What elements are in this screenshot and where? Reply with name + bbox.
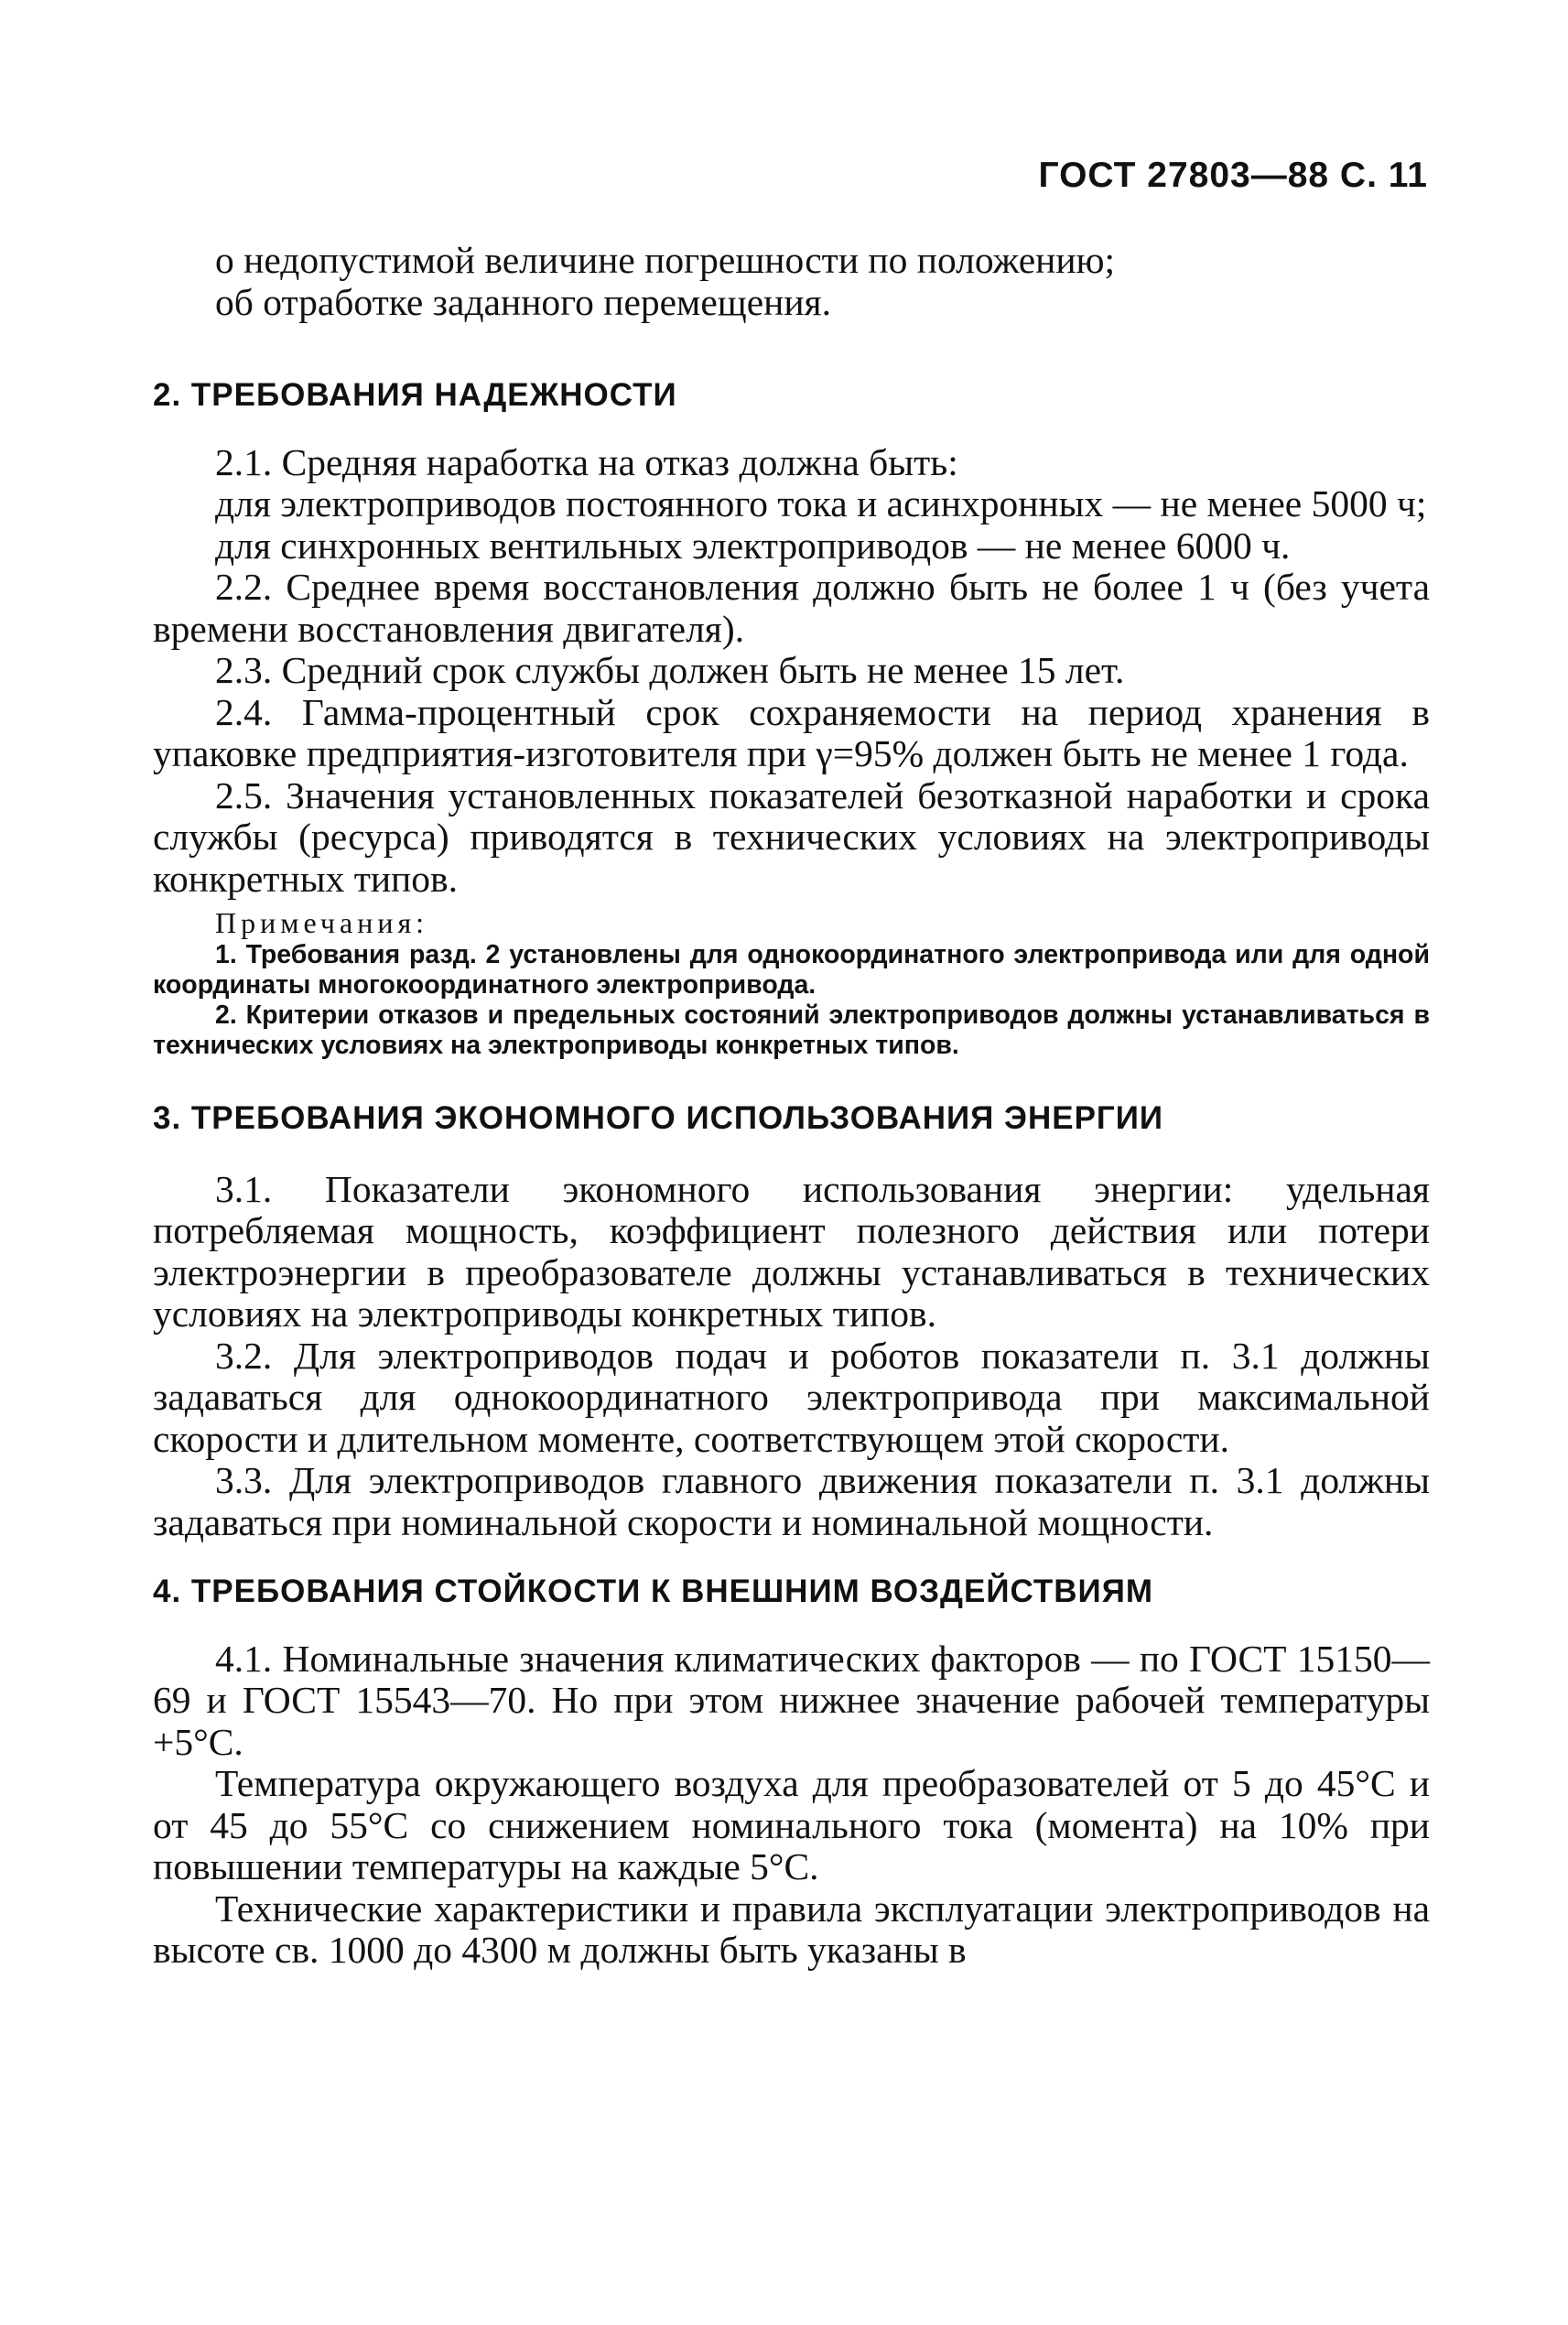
note-2: 2. Критерии отказов и предельных состояний электроприводов должны устанавливаться в технических условиях на электроприводы конкретных типов.	[153, 1000, 1430, 1060]
paragraph-2-1-a: для электроприводов постоянного тока и асинхронных — не менее 5000 ч;	[215, 482, 1427, 524]
paragraph-2-5: 2.5. Значения установленных показателей безотказной наработки и срока службы (ресурса) приводятся в технических условиях на электроприводы конкретных типов.	[153, 773, 1430, 900]
page-content	[153, 240, 1430, 1972]
intro-line-1: о недопустимой величине погрешности по положению;	[215, 239, 1116, 281]
paragraph-3-3: 3.3. Для электроприводов главного движения показатели п. 3.1 должны задаваться при номинальной скорости и номинальной мощности.	[153, 1459, 1430, 1543]
page-header: ГОСТ 27803—88 С. 11	[1038, 156, 1428, 195]
note-1: 1. Требования разд. 2 установлены для однокоординатного электропривода или для одной координаты многокоординатного электропривода.	[153, 940, 1430, 1000]
section-2-title: 2. ТРЕБОВАНИЯ НАДЕЖНОСТИ	[153, 377, 677, 413]
paragraph-2-4: 2.4. Гамма-процентный срок сохраняемости на период хранения в упаковке предприятия-изготовителя при γ=95% должен быть не менее 1 года.	[153, 690, 1430, 774]
notes-title: Примечания:	[215, 906, 429, 939]
section-3-title: 3. ТРЕБОВАНИЯ ЭКОНОМНОГО ИСПОЛЬЗОВАНИЯ ЭНЕРГИИ	[153, 1100, 1164, 1136]
paragraph-2-1: 2.1. Средняя наработка на отказ должна быть:	[215, 440, 958, 483]
paragraph-4-1-c: Технические характеристики и правила эксплуатации электроприводов на высоте св. 1000 до 4300 м должны быть указаны в	[153, 1887, 1430, 1971]
paragraph-3-2: 3.2. Для электроприводов подач и роботов показатели п. 3.1 должны задаваться для однокоординатного электропривода при максимальной скорости и длительном моменте, соответствующем этой скорости.	[153, 1334, 1430, 1460]
section-4-title: 4. ТРЕБОВАНИЯ СТОЙКОСТИ К ВНЕШНИМ ВОЗДЕЙСТВИЯМ	[153, 1573, 1154, 1609]
paragraph-2-2: 2.2. Среднее время восстановления должно быть не более 1 ч (без учета времени восстановления двигателя).	[153, 566, 1430, 650]
paragraph-4-1: 4.1. Номинальные значения климатических факторов — по ГОСТ 15150—69 и ГОСТ 15543—70. Но при этом нижнее значение рабочей температуры +5°С.	[153, 1637, 1430, 1763]
paragraph-4-1-b: Температура окружающего воздуха для преобразователей от 5 до 45°С и от 45 до 55°С со снижением номинального тока (момента) на 10% при повышении температуры на каждые 5°С.	[153, 1762, 1430, 1887]
paragraph-2-3: 2.3. Средний срок службы должен быть не менее 15 лет.	[215, 649, 1125, 691]
paragraph-2-1-b: для синхронных вентильных электроприводов — не менее 6000 ч.	[215, 524, 1291, 567]
paragraph-3-1: 3.1. Показатели экономного использования энергии: удельная потребляемая мощность, коэффициент полезного действия или потери электроэнергии в преобразователе должны устанавливаться в технических условиях на электроприводы конкретных типов.	[153, 1167, 1430, 1335]
intro-line-2: об отработке заданного перемещения.	[215, 280, 831, 323]
